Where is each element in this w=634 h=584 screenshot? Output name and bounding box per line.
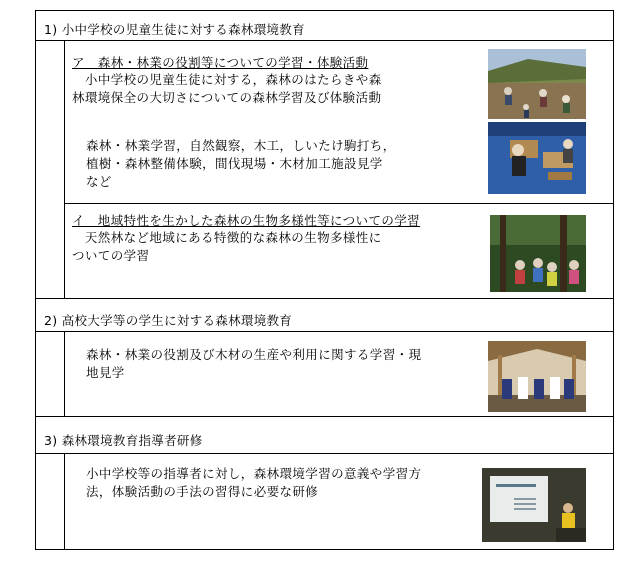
divider [35, 40, 614, 41]
photo-training-lecture [482, 468, 586, 542]
divider [35, 331, 614, 332]
photo-building-tour [488, 341, 586, 412]
section2-heading: 2) 高校大学等の学生に対する森林環境教育 [44, 313, 293, 328]
inner-left-border [64, 331, 65, 416]
item-b-description: 天然林など地域にある特徴的な森林の生物多様性に ついての学習 [72, 230, 382, 263]
photo-forest-group [490, 215, 586, 292]
photo-woodworking [488, 122, 586, 194]
section3-description: 小中学校等の指導者に対し，森林環境学習の意義や学習方 法，体験活動の手法の習得に必要な研修 [86, 466, 422, 499]
section3-heading: 3) 森林環境教育指導者研修 [44, 433, 203, 448]
item-a-title: ア 森林・林業の役割等についての学習・体験活動 [72, 55, 369, 70]
divider [35, 298, 614, 299]
divider [35, 453, 614, 454]
item-a-description: 小中学校の児童生徒に対する，森林のはたらきや森 林環境保全の大切さについての森林学習及び体験活動 [72, 72, 382, 105]
inner-left-border [64, 453, 65, 550]
section2-description: 森林・林業の役割及び木材の生産や利用に関する学習・現 地見学 [86, 347, 422, 380]
item-b-title: イ 地域特性を生かした森林の生物多様性等についての学習 [72, 213, 421, 228]
item-a-examples: 森林・林業学習，自然観察，木工，しいたけ駒打ち， 植樹・森林整備体験，間伐現場・木材加工施設見学 など [86, 138, 396, 189]
divider [64, 203, 614, 204]
section1-heading: 1) 小中学校の児童生徒に対する森林環境教育 [44, 22, 305, 37]
photo-planting [488, 49, 586, 119]
inner-left-border [64, 40, 65, 298]
divider [35, 416, 614, 417]
